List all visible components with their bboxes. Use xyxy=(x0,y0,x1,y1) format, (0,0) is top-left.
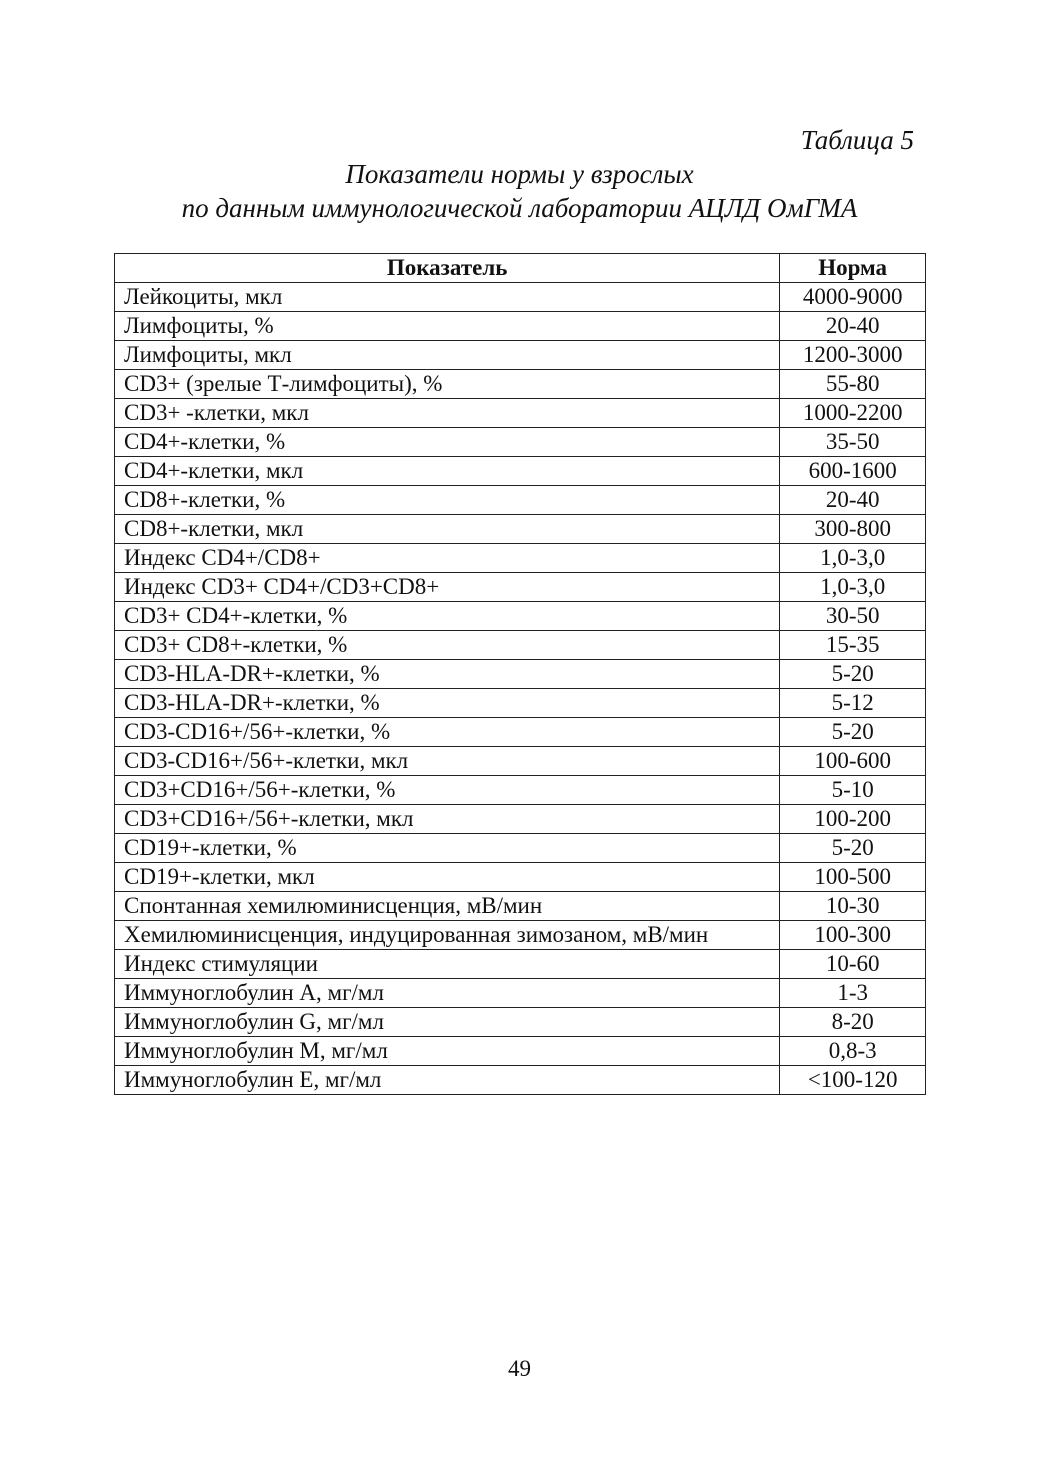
table-header-row xyxy=(115,254,926,283)
table-row xyxy=(115,312,926,341)
indicator-cell: CD4+-клетки, % xyxy=(115,428,780,457)
table-row xyxy=(115,370,926,399)
norm-cell: 5-10 xyxy=(780,776,926,805)
norm-cell: 1,0-3,0 xyxy=(780,544,926,573)
table-row xyxy=(115,834,926,863)
table-row xyxy=(115,892,926,921)
table-row xyxy=(115,515,926,544)
table-row xyxy=(115,457,926,486)
indicator-cell: Индекс CD3+ CD4+/CD3+CD8+ xyxy=(115,573,780,602)
indicator-cell: CD19+-клетки, % xyxy=(115,834,780,863)
column-header-indicator: Показатель xyxy=(115,254,780,283)
norms-table xyxy=(114,253,926,1095)
table-row xyxy=(115,1066,926,1095)
indicator-cell: Иммуноглобулин М, мг/мл xyxy=(115,1037,780,1066)
table-row xyxy=(115,660,926,689)
indicator-cell: Спонтанная хемилюминисценция, мВ/мин xyxy=(115,892,780,921)
indicator-cell: CD3+ (зрелые Т-лимфоциты), % xyxy=(115,370,780,399)
norm-cell: 5-20 xyxy=(780,834,926,863)
indicator-cell: Лимфоциты, % xyxy=(115,312,780,341)
indicator-cell: Лейкоциты, мкл xyxy=(115,283,780,312)
indicator-cell: CD8+-клетки, мкл xyxy=(115,515,780,544)
table-row xyxy=(115,776,926,805)
norm-cell: 20-40 xyxy=(780,312,926,341)
norm-cell: 10-30 xyxy=(780,892,926,921)
indicator-cell: CD3-HLA-DR+-клетки, % xyxy=(115,660,780,689)
indicator-cell: CD8+-клетки, % xyxy=(115,486,780,515)
table-row xyxy=(115,341,926,370)
indicator-cell: Иммуноглобулин А, мг/мл xyxy=(115,979,780,1008)
indicator-cell: Индекс CD4+/CD8+ xyxy=(115,544,780,573)
norm-cell: 4000-9000 xyxy=(780,283,926,312)
table-row xyxy=(115,805,926,834)
norm-cell: 5-20 xyxy=(780,660,926,689)
table-row xyxy=(115,921,926,950)
indicator-cell: CD3-CD16+/56+-клетки, мкл xyxy=(115,747,780,776)
table-row xyxy=(115,863,926,892)
table-row xyxy=(115,399,926,428)
table-title-line-2: по данным иммунологической лаборатории АЦЛД ОмГМА xyxy=(181,193,858,223)
table-row xyxy=(115,950,926,979)
table-row xyxy=(115,573,926,602)
indicator-cell: CD3+ -клетки, мкл xyxy=(115,399,780,428)
table-title-line-1: Показатели нормы у взрослых xyxy=(345,159,694,189)
norm-cell: 5-12 xyxy=(780,689,926,718)
norm-cell: 1,0-3,0 xyxy=(780,573,926,602)
indicator-cell: CD4+-клетки, мкл xyxy=(115,457,780,486)
table-row xyxy=(115,1008,926,1037)
table-label: Таблица 5 xyxy=(800,125,914,155)
table-body xyxy=(115,283,926,1095)
norm-cell: 10-60 xyxy=(780,950,926,979)
indicator-cell: CD3+CD16+/56+-клетки, мкл xyxy=(115,805,780,834)
table-row xyxy=(115,747,926,776)
norm-cell: 0,8-3 xyxy=(780,1037,926,1066)
table-row xyxy=(115,428,926,457)
indicator-cell: Хемилюминисценция, индуцированная зимозаном, мВ/мин xyxy=(115,921,780,950)
norm-cell: 15-35 xyxy=(780,631,926,660)
indicator-cell: CD3+CD16+/56+-клетки, % xyxy=(115,776,780,805)
norm-cell: 100-200 xyxy=(780,805,926,834)
norm-cell: 55-80 xyxy=(780,370,926,399)
indicator-cell: Индекс стимуляции xyxy=(115,950,780,979)
column-header-norm: Норма xyxy=(780,254,926,283)
norm-cell: 8-20 xyxy=(780,1008,926,1037)
table-row xyxy=(115,718,926,747)
norm-cell: 35-50 xyxy=(780,428,926,457)
table-row xyxy=(115,544,926,573)
indicator-cell: CD3-HLA-DR+-клетки, % xyxy=(115,689,780,718)
norm-cell: 300-800 xyxy=(780,515,926,544)
norm-cell: 30-50 xyxy=(780,602,926,631)
norm-cell: 20-40 xyxy=(780,486,926,515)
norm-cell: 100-300 xyxy=(780,921,926,950)
table-row xyxy=(115,486,926,515)
table-row xyxy=(115,631,926,660)
norm-cell: 5-20 xyxy=(780,718,926,747)
norm-cell: 600-1600 xyxy=(780,457,926,486)
norm-cell: 1000-2200 xyxy=(780,399,926,428)
indicator-cell: CD3+ CD4+-клетки, % xyxy=(115,602,780,631)
page-number: 49 xyxy=(508,1356,531,1381)
indicator-cell: Лимфоциты, мкл xyxy=(115,341,780,370)
indicator-cell: CD3+ CD8+-клетки, % xyxy=(115,631,780,660)
indicator-cell: Иммуноглобулин Е, мг/мл xyxy=(115,1066,780,1095)
table-row xyxy=(115,283,926,312)
indicator-cell: CD19+-клетки, мкл xyxy=(115,863,780,892)
table-row xyxy=(115,1037,926,1066)
norm-cell: 100-500 xyxy=(780,863,926,892)
table-row xyxy=(115,979,926,1008)
norm-cell: 100-600 xyxy=(780,747,926,776)
norm-cell: 1200-3000 xyxy=(780,341,926,370)
table-row xyxy=(115,689,926,718)
norm-cell: 1-3 xyxy=(780,979,926,1008)
indicator-cell: CD3-CD16+/56+-клетки, % xyxy=(115,718,780,747)
table-row xyxy=(115,602,926,631)
norm-cell: <100-120 xyxy=(780,1066,926,1095)
indicator-cell: Иммуноглобулин G, мг/мл xyxy=(115,1008,780,1037)
